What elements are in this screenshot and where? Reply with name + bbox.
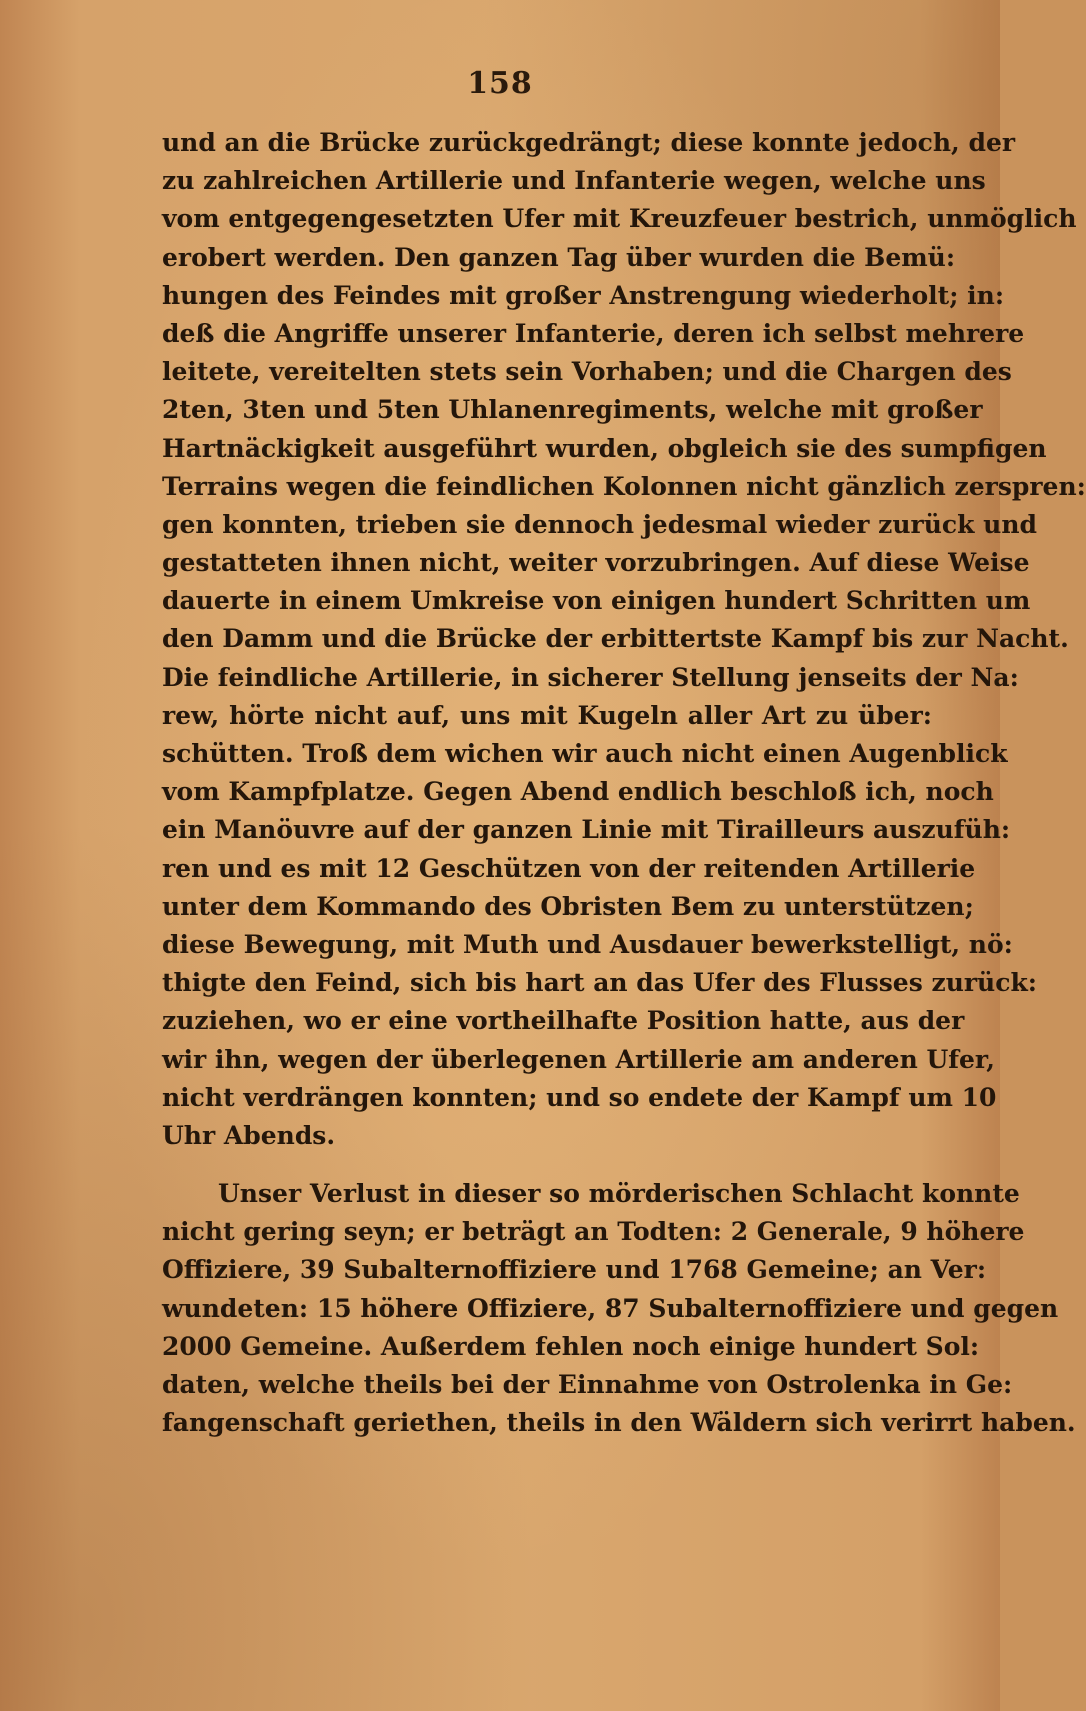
text-line: ein Manöuvre auf der ganzen Linie mit Tirailleurs auszufüh: <box>162 815 1011 845</box>
text-line: deß die Angriffe unserer Infanterie, deren ich selbst mehrere <box>162 318 1025 348</box>
paragraph-gap <box>162 1155 932 1175</box>
text-line: diese Bewegung, mit Muth und Ausdauer bewerkstelligt, nö: <box>162 929 1013 959</box>
text-line: daten, welche theils bei der Einnahme von Ostrolenka in Ge: <box>162 1370 1013 1399</box>
text-line: Die feindliche Artillerie, in sicherer Stellung jenseits der Na: <box>162 662 1019 692</box>
text-line: zu zahlreichen Artillerie und Infanterie wegen, welche uns <box>162 166 986 196</box>
text-line: ren und es mit 12 Geschützen von der reitenden Artillerie <box>162 853 976 883</box>
text-line: vom entgegengesetzten Ufer mit Kreuzfeuer bestrich, unmöglich <box>162 204 1077 234</box>
text-line: Unser Verlust in dieser so mörderischen Schlacht konnte <box>218 1179 1020 1209</box>
text-line: Terrains wegen die feindlichen Kolonnen nicht gänzlich zerspren: <box>162 471 1086 501</box>
paragraph-2 <box>162 1175 1076 1442</box>
text-line: wir ihn, wegen der überlegenen Artillerie am anderen Ufer, <box>162 1044 995 1074</box>
text-line: fangenschaft geriethen, theils in den Wäldern sich verirrt haben. <box>162 1408 1076 1438</box>
text-line: leitete, vereitelten stets sein Vorhaben; und die Chargen des <box>162 357 1012 387</box>
text-line: 2000 Gemeine. Außerdem fehlen noch einige hundert Sol: <box>162 1331 980 1361</box>
text-line: Hartnäckigkeit ausgeführt wurden, obgleich sie des sumpfigen <box>162 433 1047 463</box>
body-text <box>162 124 1086 1442</box>
text-line: Offiziere, 39 Subalternoffiziere und 1768 Gemeine; an Ver: <box>162 1255 987 1285</box>
page-number: 158 <box>467 66 533 101</box>
text-line: Uhr Abends. <box>162 1120 336 1150</box>
text-line: thigte den Feind, sich bis hart an das Ufer des Flusses zurück: <box>162 968 1037 998</box>
text-line: nicht gering seyn; er beträgt an Todten: 2 Generale, 9 höhere <box>162 1217 1025 1247</box>
text-line: wundeten: 15 höhere Offiziere, 87 Subalternoffiziere und gegen <box>162 1293 1059 1323</box>
text-line: rew, hörte nicht auf, uns mit Kugeln aller Art zu über: <box>162 700 932 730</box>
text-line: nicht verdrängen konnten; und so endete der Kampf um 10 <box>162 1082 997 1112</box>
text-line: dauerte in einem Umkreise von einigen hundert Schritten um <box>162 586 1031 616</box>
text-line: hungen des Feindes mit großer Anstrengung wiederholt; in: <box>162 280 1005 310</box>
text-line: und an die Brücke zurückgedrängt; diese konnte jedoch, der <box>162 128 1016 157</box>
text-line: gen konnten, trieben sie dennoch jedesmal wieder zurück und <box>162 509 1037 539</box>
text-line: schütten. Troß dem wichen wir auch nicht einen Augenblick <box>162 739 1008 768</box>
text-line: unter dem Kommando des Obristen Bem zu unterstützen; <box>162 891 974 921</box>
text-line: gestatteten ihnen nicht, weiter vorzubringen. Auf diese Weise <box>162 548 1030 578</box>
text-line: den Damm und die Brücke der erbittertste Kampf bis zur Nacht. <box>162 624 1069 654</box>
text-line: erobert werden. Den ganzen Tag über wurden die Bemü: <box>162 242 956 272</box>
text-line: vom Kampfplatze. Gegen Abend endlich beschloß ich, noch <box>162 777 994 807</box>
text-line: 2ten, 3ten und 5ten Uhlanenregiments, welche mit großer <box>162 395 983 425</box>
paragraph-1 <box>162 124 1086 1155</box>
text-line: zuziehen, wo er eine vortheilhafte Position hatte, aus der <box>162 1006 965 1036</box>
